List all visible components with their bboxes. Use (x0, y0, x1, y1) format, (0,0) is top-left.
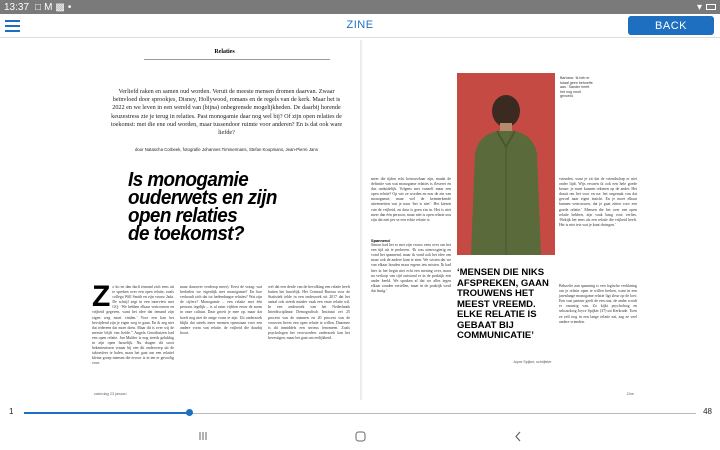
article-column-3b: Behoefte aan spanning is een logische verklaring om je relatie open te willen breken, want in een jarenlange monogame relatie ligt sleur op de loer. Een vast partner geeft de een rust, de ander wordt er onrustig van. Zo kijkt psycholoog en seksuoloog Joyce Spijker (37) uit Kerkrade. Toen ze zelf nog in een lange relatie zat, zag ze veel andere vrienden. (559, 284, 637, 324)
mail-icon: M (44, 1, 53, 13)
article-column-2: maar daarover verderop meer). Eerst de vraag: wat bedoelen we eigenlijk met monogamie? En hoe verhoudt zich dat tot hedendaagse relaties? Wat zijn de cijfers? Monogamie – een relatie met één persoon tegelijk – is al ruim vijftien eeuw de norm in onze cultuur. Daar groeit je mee op, maar dat hoeft nog niet de enige vorm te zijn. Uit onderzoek blijkt dat steeds meer mensen openstaan voor een andere vorm van relatie, de vrijheid die daarbij hoort. (180, 285, 262, 335)
article-column-1 (92, 285, 174, 385)
magazine-page-right[interactable] (363, 40, 640, 400)
battery-icon (706, 4, 716, 10)
magazine-page-left[interactable] (88, 40, 361, 400)
pull-quote: ‘MENSEN DIE NIKS AFSPREKEN, GAAN TROUWENS HET MEEST VREEMD. ELKE RELATIE IS GEBAAT BIJ COMMUNICATIE’ (457, 267, 549, 341)
article-column-1b (371, 238, 451, 386)
page-footer: zaterdag 23 januari (94, 392, 127, 396)
recents-icon[interactable] (188, 428, 218, 444)
slider-progress (24, 412, 189, 414)
article-intro: Verliefd raken en samen oud worden. Veruit de meeste mensen dromen daarvan. Zwaar beïnvloed door sprookjes, Disney, Hollywood, romans en de regels van de kerk. Maar het is 2022 en we leven in een wereld van (bijna) onbegrensde mogelijkheden. De daarbij horende keuzestress zie je terug in relaties. Past monogamie daar nog wel bij? Of zijn open relaties de toekomst: met die ene oud worden, maar tussendoor ruimte voor anderen? En is dat ook ware liefde? (110, 88, 343, 137)
wifi-icon: ▾ (696, 1, 702, 13)
current-page-number: 1 (9, 407, 14, 416)
article-headline (128, 168, 321, 245)
subhead: Spannend (371, 238, 390, 243)
system-nav-bar (0, 424, 720, 450)
app-title: ZINE (346, 19, 374, 31)
page-slider[interactable] (0, 406, 720, 420)
portrait-photo (457, 73, 555, 255)
column-text: o ko en dan durft iemand zich eens uit te spreken over een open relatie, zoals collega Will Smith en zijn vrouw Jada. De schrijf zegt in een interview met GQ: ‘We hebben elkaar vertrouwen en vrijheid gegeven, want het idee dat iemand zijn eigen weg moet vinden.’ Voor een kan het bevrijdend zijn je eigen weg te gaan. En ik zeg niet dat iedereen dat moet doen. Maar dit is over wij de meeste blijft van liefde.” Angela Groothuizen had een open relatie. Jan Mulder is nog steeds gelukkig in zijn open huwelijk. Nu dragen dit soort bekentenissen vrnaar bij een dit onderwerp uit de taboesfeer te halen, maar het gaat om een relatief kleine groep mensen die ervoor is in ten er gevoelig voor. (92, 285, 174, 366)
person-photo-icon (457, 73, 555, 255)
article-column-3: vrienden, want je zit dat de vriendschap er niet onder lijdt. Wijs ervaren ik ook een hele goede keuze: je moet kunnen rekenen op de ander. Het draait om het voor en na: het ongemak van dat gevoel naar eigen inzicht. En je moet elkaar kunnen vertrouwen, dat je gaat zitten voor een goede relatie.’ Mensen die het over een open relatie hebben, zijn vaak bang voor verlies. ‘Bekijk het eens als een relatie die vrijheid heeft. Het is niet iets wat je kunt dwingen.’ (559, 177, 637, 227)
drop-cap: Z (92, 285, 111, 313)
dot-icon: • (67, 1, 72, 13)
clock: 13:37 (4, 1, 30, 13)
total-page-number: 48 (703, 407, 712, 416)
back-arrow-icon[interactable] (503, 428, 533, 444)
article-column-1: meer die tijden echt betrouwbaar zijn, maakt de definitie van wat monogame relaties is flexerer en dus onduidelijk. Volgens met vanzelf maar een open relatie? Op wie ze worden en nou de zin van monogamie, maar wel de kenmerkende uiteenzetten wat je naar ‘het is niet’. Het kiezen van de vrijheid, en daar is geen zin in. Het is niet meer dan één persoon, maar niet is open relatie zou zijn dat niet per se een echte relatie is. (371, 177, 451, 222)
section-label: Relaties (214, 49, 235, 55)
section-divider (144, 59, 330, 60)
photo-caption: Barbara: ‘Ik heb er totaal geen behoefte aan.’ Sander heeft het nog nooit gevoeld. (560, 76, 593, 99)
headline-line: de toekomst? (128, 222, 244, 245)
home-icon[interactable] (345, 428, 375, 444)
notification-icon: □ (35, 1, 42, 13)
photo-credit: Joyce Spijker, schrijfster (513, 360, 552, 364)
article-credits: door Natascha Corbeek, fotografie Johannes Timmermans, Stefan Koopmans, Jean-Pierre Jans (135, 147, 318, 152)
article-column-3: wel dat een derde van de bevolking een relatie heeft buiten het huwelijk. Het Centraal Bureau voor de Statistiek telde in een onderzoek uit 2017 dat het aantal ook steeds minder vaak een vaste relatie wil. In een onderzoek van het Nederlands Interdisciplinair Demografisch Instituut zei 25 procent van de mannen en 20 procent van de vrouwen liever een open relatie te willen. Daarmee is dit inmiddels een serieus fenomeen. Zoals psychologen het verwoorden: onderzoek kan het bevestigen, maar het gaat om eerlijkheid. (268, 285, 350, 340)
back-button[interactable]: BACK (628, 16, 714, 35)
slider-thumb[interactable] (186, 409, 193, 416)
headline-line: ouderwets en zijn (128, 186, 277, 209)
app-bar (0, 14, 720, 38)
image-icon: ▩ (55, 1, 65, 13)
headline-line: Is monogamie (128, 168, 249, 191)
headline-line: open relaties (128, 204, 238, 227)
column-text: Simon had het er met zijn vrouw eens over om het een tijd uit te proberen. ‘Ik was nieuwsgierig en vond het spannend, maar ik vond ook het idee om maar ook de andere kant te zien. We wisten dat we van elkaar houden maar ergens iets misten. Ik had hier in het begin niet echt een mening over, maar na verloop van tijd ontstond er in de praktijk een ander beeld. We spraken af dat we alles tegen elkaar zouden vertellen, maar in de praktijk werd dat lastig.’ (371, 243, 451, 293)
status-bar (0, 0, 720, 14)
page-footer: Zine (626, 392, 634, 396)
